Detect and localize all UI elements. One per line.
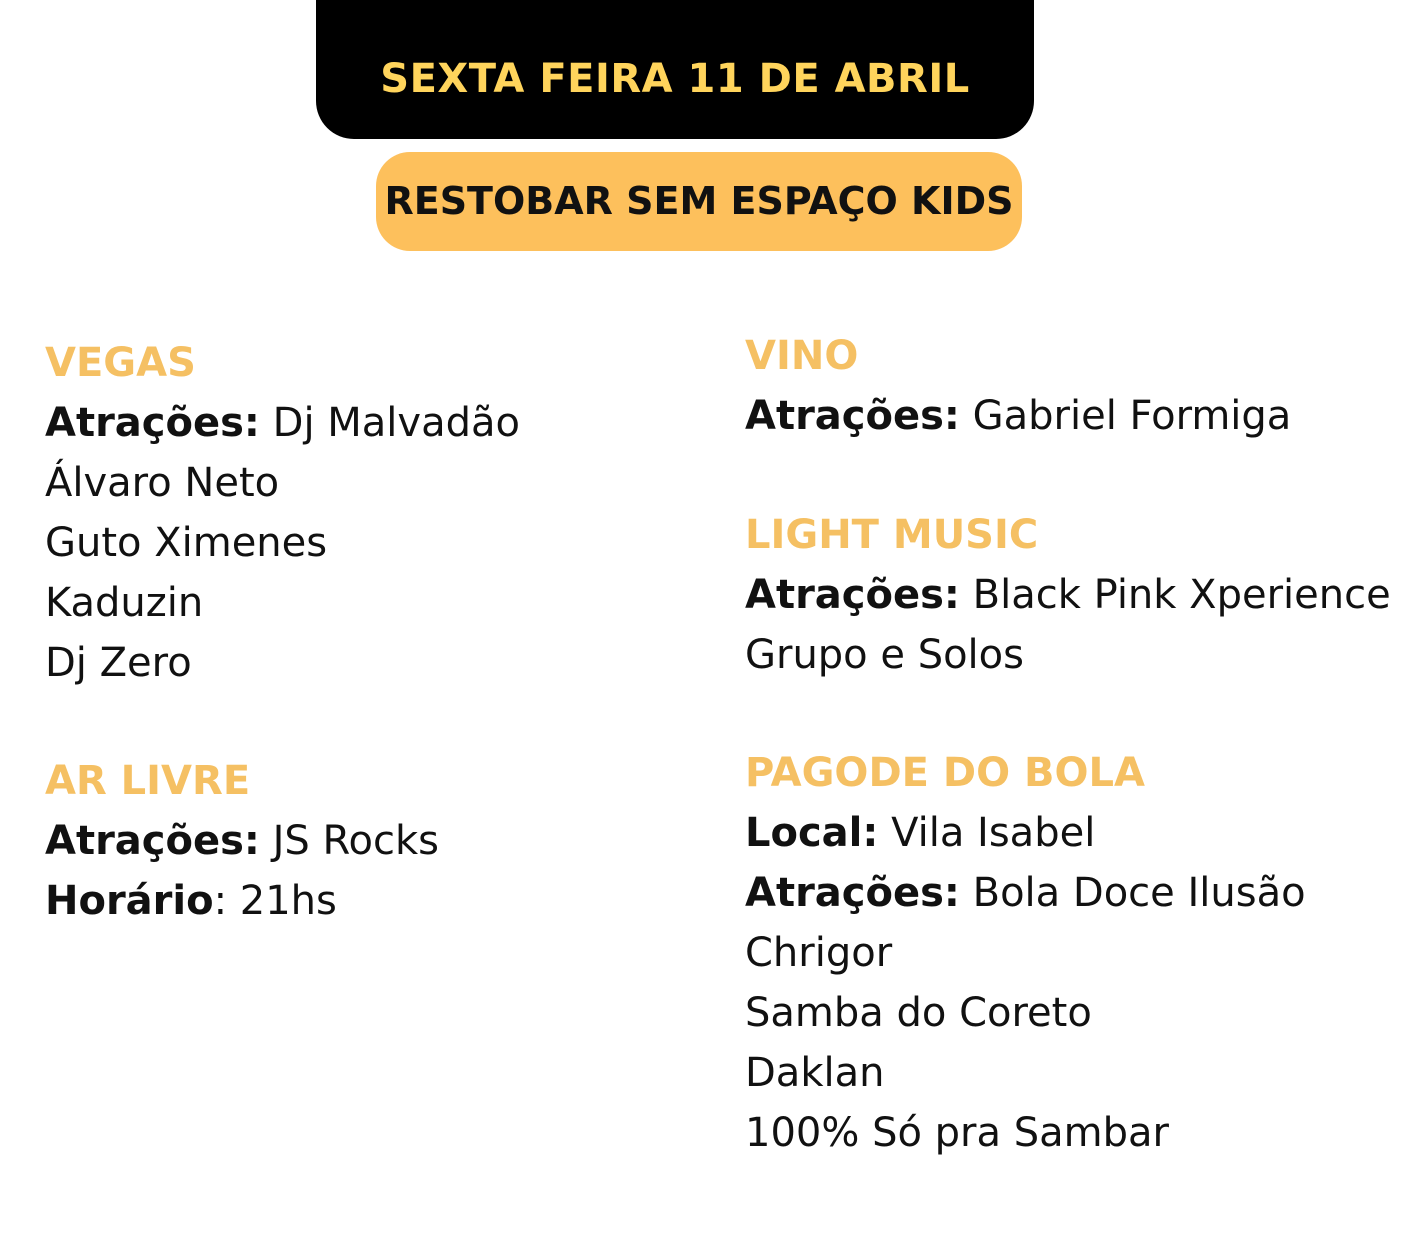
attractions-label: Atrações: <box>745 572 960 618</box>
date-title: SEXTA FEIRA 11 DE ABRIL <box>380 55 970 102</box>
date-banner <box>316 0 1034 139</box>
attractions-label: Atrações: <box>45 818 260 864</box>
local-line <box>745 803 1306 863</box>
attraction-name: Dj Malvadão <box>259 400 520 446</box>
venue-title: PAGODE DO BOLA <box>745 750 1145 796</box>
attraction-name: Gabriel Formiga <box>959 393 1292 439</box>
attractions-label: Atrações: <box>45 400 260 446</box>
attraction-name: Black Pink Xperience <box>959 572 1391 618</box>
time-label: Horário <box>45 878 214 924</box>
venue-ar-livre <box>45 751 439 931</box>
local-value: Vila Isabel <box>878 810 1096 856</box>
attraction-name: 100% Só pra Sambar <box>745 1110 1169 1156</box>
attraction-name: Álvaro Neto <box>45 460 280 506</box>
attraction-name: JS Rocks <box>259 818 440 864</box>
attractions-line <box>745 386 1291 446</box>
venue-title: LIGHT MUSIC <box>745 512 1039 558</box>
attraction-name: Kaduzin <box>45 580 204 626</box>
venue-light-music <box>745 505 1391 685</box>
venue-pagode-do-bola <box>745 743 1306 1163</box>
attraction-name: Bola Doce Ilusão <box>959 870 1306 916</box>
subtitle-pill <box>376 152 1022 251</box>
attractions-label: Atrações: <box>745 393 960 439</box>
local-label: Local: <box>745 810 879 856</box>
attractions-line <box>745 863 1306 923</box>
venue-vino <box>745 326 1291 446</box>
venue-title: VINO <box>745 333 859 379</box>
attraction-name: Samba do Coreto <box>745 990 1092 1036</box>
attraction-name: Dj Zero <box>45 640 192 686</box>
venue-title: VEGAS <box>45 340 196 386</box>
venue-vegas <box>45 333 520 693</box>
attraction-name: Chrigor <box>745 930 893 976</box>
time-line <box>45 871 439 931</box>
venue-title: AR LIVRE <box>45 758 251 804</box>
attractions-label: Atrações: <box>745 870 960 916</box>
attraction-name: Grupo e Solos <box>745 632 1024 678</box>
attractions-line <box>45 393 520 453</box>
time-value: : 21hs <box>213 878 337 924</box>
attractions-line <box>45 811 439 871</box>
attractions-line <box>745 565 1391 625</box>
attraction-name: Guto Ximenes <box>45 520 328 566</box>
subtitle-label: RESTOBAR SEM ESPAÇO KIDS <box>384 178 1014 223</box>
attraction-name: Daklan <box>745 1050 885 1096</box>
